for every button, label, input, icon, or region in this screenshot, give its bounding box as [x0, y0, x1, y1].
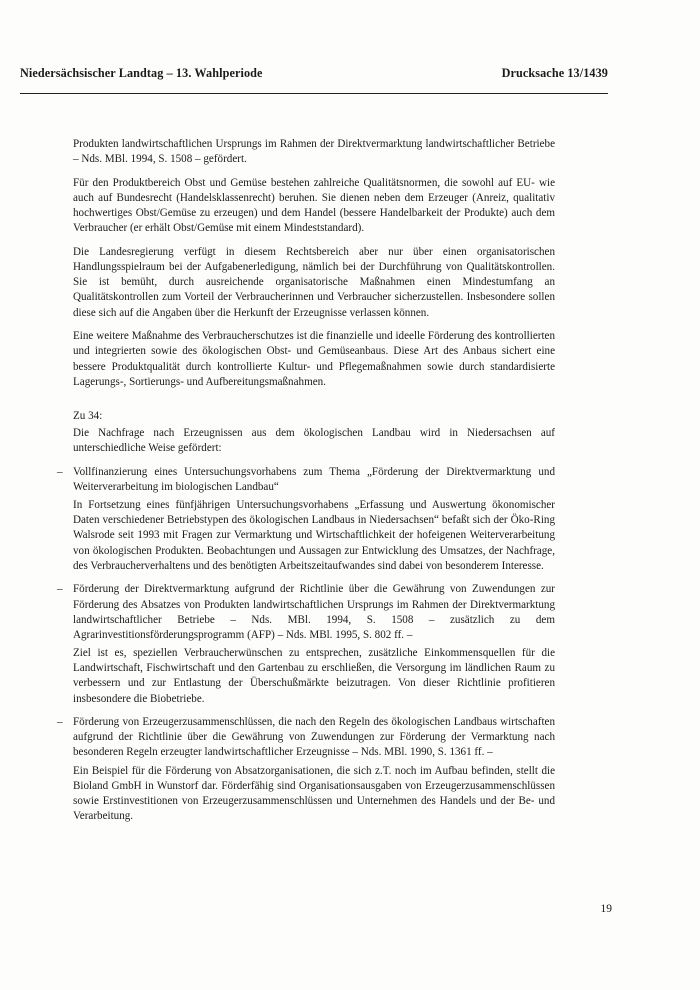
document-body [57, 137, 555, 833]
header-rule [20, 93, 608, 94]
section-heading: Zu 34: [73, 409, 103, 422]
bullet-detail: Ein Beispiel für die Förderung von Absatzorganisationen, die sich z.T. noch im Aufbau befinden, stellt die Bioland GmbH in Wunstorf dar. Förderfähig sind Organisationsausgaben von Erzeugerzusammenschlüssen sowie Erstinvestitionen von Erzeugerzusammenschlüssen und Unternehmen des Handels und der Be- und Verarbeitung. [73, 764, 555, 823]
bullet-item [57, 465, 555, 574]
paragraph: Eine weitere Maßnahme des Verbraucherschutzes ist die finanzielle und ideelle Förderung des kontrollierten und integrierten sowie des ökologischen Obst- und Gemüseanbaus. Diese Art des Anbaus sichert eine bessere Produktqualität durch kontrollierte Kultur- und Pflegemaßnahmen sowie durch standardisierte Lagerungs-, Sortierungs- und Aufbereitungsmaßnahmen. [73, 330, 555, 388]
bullet-dash: – [57, 716, 63, 729]
header-parliament-label: Niedersächsischer Landtag – 13. Wahlperiode [20, 66, 263, 80]
paragraph: Produkten landwirtschaftlichen Ursprungs im Rahmen der Direktvermarktung landwirtschaftlicher Betriebe – Nds. MBl. 1994, S. 1508 – gefördert. [73, 138, 555, 166]
bullet-text: Vollfinanzierung eines Untersuchungsvorhabens zum Thema „Förderung der Direktvermarktung und Weiterverarbeitung im biologischen Landbau“ [73, 465, 555, 493]
paragraph: Für den Produktbereich Obst und Gemüse bestehen zahlreiche Qualitätsnormen, die sowohl auf EU- wie auch auf Bundesrecht (Handelsklassenrecht) beruhen. Sie dienen neben dem Erzeuger (Anreiz, qualitativ hochwertiges Obst/Gemüse zu erzeugen) und dem Handel (bessere Handelbarkeit der Produkte) auch dem Verbraucher (er erhält Obst/Gemüse mit einem Mindeststandard). [73, 176, 555, 235]
paragraph: Die Nachfrage nach Erzeugnissen aus dem ökologischen Landbau wird in Niedersachsen auf unterschiedliche Weise gefördert: [73, 427, 555, 455]
bullet-detail: In Fortsetzung eines fünfjährigen Untersuchungsvorhabens „Erfassung und Auswertung ökonomischer Daten verschiedener Betriebstypen des ökologischen Landbaus in Niedersachsen“ befaßt sich der Öko-Ring Walsrode seit 1993 mit Fragen zur Vermarktung und Wirtschaftlichkeit der hofeigenen Weiterverarbeitung von ökologischen Produkten. Beobachtungen und Aussagen zur Entwicklung des Umsatzes, der Nachfrage, des Verbraucherverhaltens und des benötigten Arbeitszeitaufwandes sind dabei von besonderem Interesse. [73, 499, 555, 572]
bullet-text: Förderung der Direktvermarktung aufgrund der Richtlinie über die Gewährung von Zuwendungen zur Förderung des Absatzes von Produkten landwirtschaftlichen Ursprungs im Rahmen der Direktvermarktung landwirtschaftlicher Betriebe – Nds. MBl. 1994, S. 1508 – zusätzlich zu dem Agrarinvestitionsförderungsprogramm (AFP) – Nds. MBl. 1995, S. 802 ff. – [73, 583, 555, 641]
bullet-item [57, 715, 555, 824]
bullet-detail: Ziel ist es, speziellen Verbraucherwünschen zu entsprechen, zusätzliche Einkommensquellen für die Landwirtschaft, Fischwirtschaft und den Gartenbau zu erschließen, die Versorgung im ländlichen Raum zu verbessern und zur Entlastung der Überschußmärkte beizutragen. Von dieser Richtlinie profitieren insbesondere die Biobetriebe. [73, 647, 555, 705]
bullet-dash: – [57, 465, 63, 478]
paragraph: Die Landesregierung verfügt in diesem Rechtsbereich aber nur über einen organisatorischen Handlungsspielraum bei der Aufgabenerledigung, nämlich bei der Durchführung von Qualitätskontrollen. Sie ist bemüht, durch ausreichende organisatorische Maßnahmen einen Mindestumfang an Qualitätskontrollen zum Vorteil der Verbraucherinnen und Verbraucher sicherzustellen. Insbesondere sollen diese sich auf die Angaben über die Herkunft der Erzeugnisse verlassen können. [73, 245, 555, 319]
page-number: 19 [600, 903, 612, 915]
bullet-text: Förderung von Erzeugerzusammenschlüssen, die nach den Regeln des ökologischen Landbaus wirtschaften aufgrund der Richtlinie über die Gewährung von Zuwendungen zur Förderung der Vermarktung nach besonderen Regeln erzeugter landwirtschaftlicher Erzeugnisse – Nds. MBl. 1990, S. 1361 ff. – [73, 716, 555, 759]
bullet-dash: – [57, 583, 63, 596]
header-document-number: Drucksache 13/1439 [501, 66, 608, 80]
page-header [20, 66, 608, 81]
bullet-item [57, 582, 555, 706]
